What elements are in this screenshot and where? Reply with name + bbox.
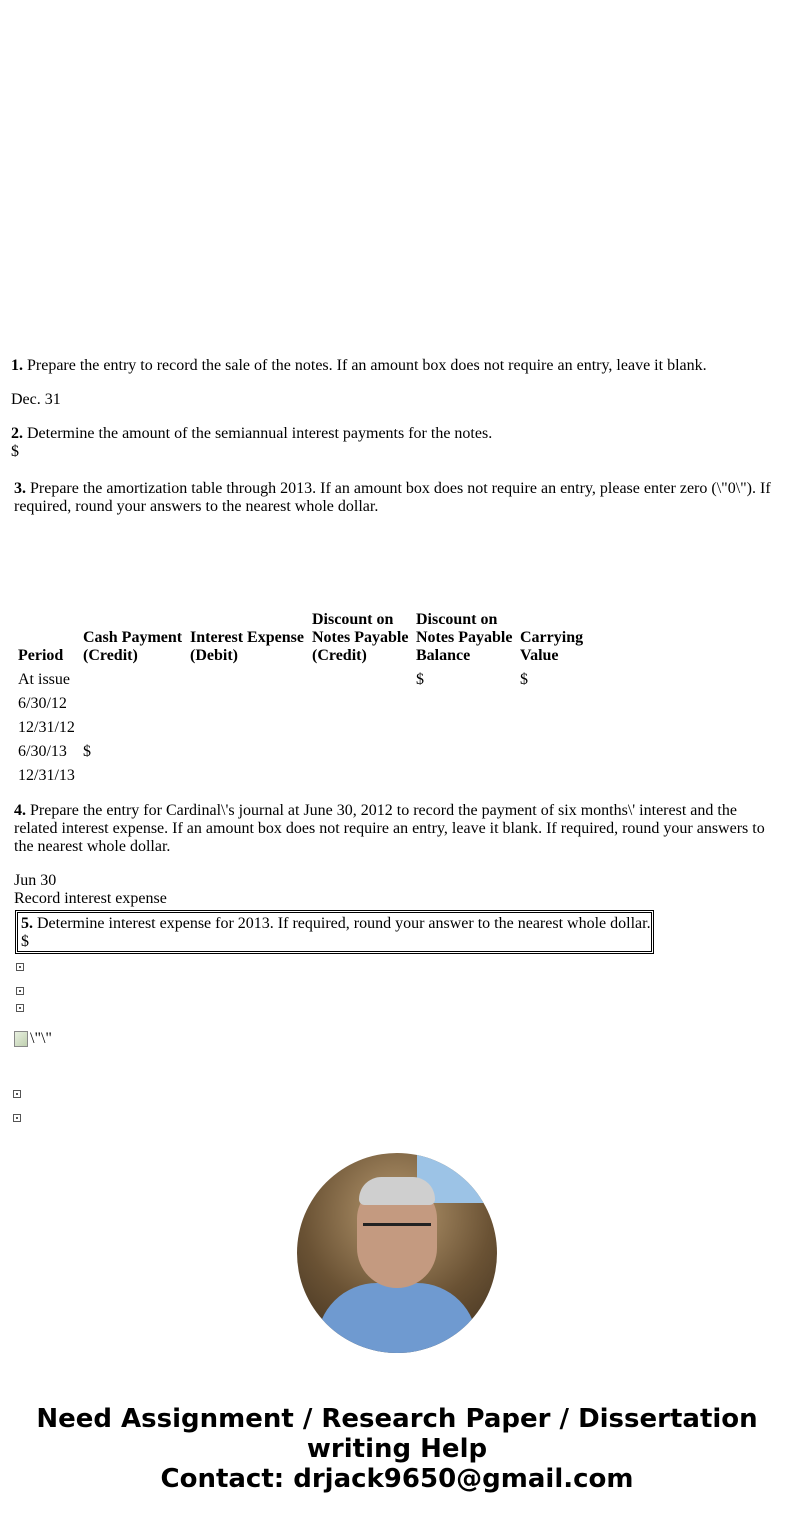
question-4-date: Jun 30	[14, 872, 57, 889]
cell-cash-payment: $	[83, 743, 91, 760]
header-cash-payment: Cash Payment (Credit)	[83, 629, 183, 664]
banner-line-2: Contact: drjack9650@gmail.com	[160, 1464, 634, 1494]
cell-carrying-value: $	[520, 671, 528, 688]
cell-period: 6/30/12	[18, 695, 67, 712]
question-4-number: 4.	[14, 802, 26, 819]
question-5-inner	[17, 912, 652, 952]
cell-period: At issue	[18, 671, 70, 688]
cell-interest-expense	[190, 767, 309, 785]
question-1	[11, 357, 781, 375]
broken-image-icon	[16, 963, 24, 971]
cell-discount-credit	[312, 767, 413, 785]
cell-period: 6/30/13	[18, 743, 67, 760]
broken-image-alt: \"\"	[30, 1030, 52, 1047]
table-row	[18, 695, 590, 713]
table-row	[18, 743, 590, 761]
amortization-table	[15, 605, 593, 791]
avatar-hair	[359, 1177, 435, 1205]
question-1-date: Dec. 31	[11, 391, 61, 408]
cell-carrying-value	[520, 695, 590, 713]
cell-cash-payment	[83, 695, 187, 713]
banner-line-1: Need Assignment / Research Paper / Dissertation writing Help	[36, 1404, 758, 1464]
cell-discount-credit	[312, 671, 413, 689]
header-interest-expense: Interest Expense (Debit)	[190, 629, 304, 664]
cell-carrying-value	[520, 743, 590, 761]
cell-discount-credit	[312, 743, 413, 761]
cell-cash-payment	[83, 719, 187, 737]
question-3-text: Prepare the amortization table through 2013. If an amount box does not require an entry, please enter zero (\"0\"). If required, round your answers to the nearest whole dollar.	[14, 480, 771, 515]
question-3	[14, 480, 779, 516]
cell-interest-expense	[190, 719, 309, 737]
cell-discount-balance: $	[416, 671, 424, 688]
table-header-row	[18, 611, 590, 665]
header-discount-credit: Discount on Notes Payable (Credit)	[312, 611, 409, 664]
header-carrying-value: Carrying Value	[520, 629, 584, 664]
cell-carrying-value	[520, 719, 590, 737]
cell-cash-payment	[83, 671, 187, 689]
cell-discount-balance	[416, 719, 517, 737]
cell-discount-credit	[312, 695, 413, 713]
question-2-number: 2.	[11, 425, 23, 442]
cell-discount-balance	[416, 767, 517, 785]
question-5	[21, 913, 651, 933]
question-2-text: Determine the amount of the semiannual interest payments for the notes.	[23, 425, 493, 442]
cell-period: 12/31/12	[18, 719, 75, 736]
question-2	[11, 425, 781, 443]
cell-period: 12/31/13	[18, 767, 75, 784]
question-5-currency: $	[21, 933, 29, 950]
cell-discount-credit	[312, 719, 413, 737]
header-period: Period	[18, 647, 64, 664]
table-row	[18, 767, 590, 785]
avatar-glasses	[363, 1223, 431, 1240]
broken-image-icon	[16, 987, 24, 995]
cell-discount-balance	[416, 743, 517, 761]
cell-interest-expense	[190, 671, 309, 689]
question-4-text: Prepare the entry for Cardinal\'s journal at June 30, 2012 to record the payment of six months\' interest and the related interest expense. If an amount box does not require an entry, leave it blank. If required, round your answers to the nearest whole dollar.	[14, 802, 765, 855]
cell-cash-payment	[83, 767, 187, 785]
cell-carrying-value	[520, 767, 590, 785]
question-5-text: Determine interest expense for 2013. If required, round your answer to the nearest whole dollar.	[33, 915, 651, 932]
question-5-box	[15, 910, 654, 954]
question-1-number: 1.	[11, 357, 23, 374]
avatar-shirt	[317, 1283, 477, 1353]
question-1-text: Prepare the entry to record the sale of the notes. If an amount box does not require an entry, leave it blank.	[23, 357, 707, 374]
question-5-number: 5.	[21, 915, 33, 932]
avatar	[297, 1153, 497, 1353]
table-row	[18, 719, 590, 737]
question-2-currency: $	[11, 443, 19, 460]
broken-image-icon	[13, 1114, 21, 1122]
contact-banner	[0, 1404, 794, 1494]
header-discount-balance: Discount on Notes Payable Balance	[416, 611, 513, 664]
question-4-note: Record interest expense	[14, 890, 167, 907]
cell-interest-expense	[190, 695, 309, 713]
cell-discount-balance	[416, 695, 517, 713]
cell-interest-expense	[190, 743, 309, 761]
broken-image-icon	[13, 1090, 21, 1098]
table-row	[18, 671, 590, 689]
broken-image	[14, 1030, 52, 1048]
broken-image-icon	[14, 1031, 28, 1047]
question-3-number: 3.	[14, 480, 26, 497]
question-4	[14, 802, 779, 856]
broken-image-icon	[16, 1004, 24, 1012]
